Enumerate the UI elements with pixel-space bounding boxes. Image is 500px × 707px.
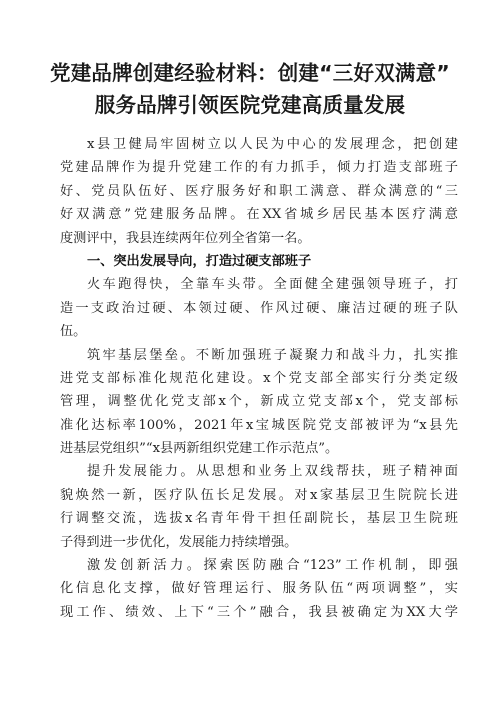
- paragraph-line: 貌焕然一新，医疗队伍长足发展。对x家基层卫生院院长进: [60, 487, 458, 503]
- paragraph-line: 火车跑得快，全靠车头带。全面健全建强领导班子，打: [87, 277, 458, 293]
- paragraph-line: 化信息化支撑，做好管理运行、服务队伍“两项调整”，实: [60, 581, 458, 597]
- paragraph-line: 好双满意”党建服务品牌。在XX省城乡居民基本医疗满意: [60, 207, 458, 223]
- document-body: [60, 133, 458, 624]
- paragraph-line: 伍。: [60, 324, 87, 340]
- paragraph-line: 激发创新活力。探索医防融合“123”工作机制，即强: [87, 558, 458, 574]
- paragraph-line: 提升发展能力。从思想和业务上双线帮扶，班子精神面: [87, 464, 458, 480]
- document-title-line-1: 党建品牌创建经验材料：创建“三好双满意”: [50, 61, 450, 85]
- paragraph-line: 准化达标率100%，2021年x宝城医院党支部被评为“x县先: [60, 417, 458, 433]
- paragraph-line: 管理，调整优化党支部x个，新成立党支部x个，党支部标: [60, 394, 458, 410]
- document-title-line-2: 服务品牌引领医院党建高质量发展: [94, 93, 406, 117]
- paragraph-line: x县卫健局牢固树立以人民为中心的发展理念，把创建: [87, 137, 458, 152]
- paragraph-line: 行调整交流，选拔x名青年骨干担任副院长，基层卫生院班: [60, 511, 458, 527]
- paragraph-line: 进基层党组织”“x县两新组织党建工作示范点”。: [60, 441, 339, 457]
- paragraph-line: 子得到进一步优化，发展能力持续增强。: [60, 534, 298, 550]
- paragraph-line: 好、党员队伍好、医疗服务好和职工满意、群众满意的“三: [60, 183, 458, 199]
- paragraph-line: 度测评中，我县连续两年位列全省第一名。: [60, 230, 311, 246]
- paragraph-line: 造一支政治过硬、本领过硬、作风过硬、廉洁过硬的班子队: [60, 300, 458, 316]
- paragraph-line: 筑牢基层堡垒。不断加强班子凝聚力和战斗力，扎实推: [87, 347, 458, 363]
- paragraph-line: 进党支部标准化规范化建设。x个党支部全部实行分类定级: [60, 370, 458, 386]
- section-heading: 一、突出发展导向，打造过硬支部班子: [87, 253, 312, 269]
- paragraph-line: 现工作、绩效、上下“三个”融合，我县被确定为XX大学: [60, 604, 458, 620]
- paragraph-line: 党建品牌作为提升党建工作的有力抓手，倾力打造支部班子: [60, 160, 458, 176]
